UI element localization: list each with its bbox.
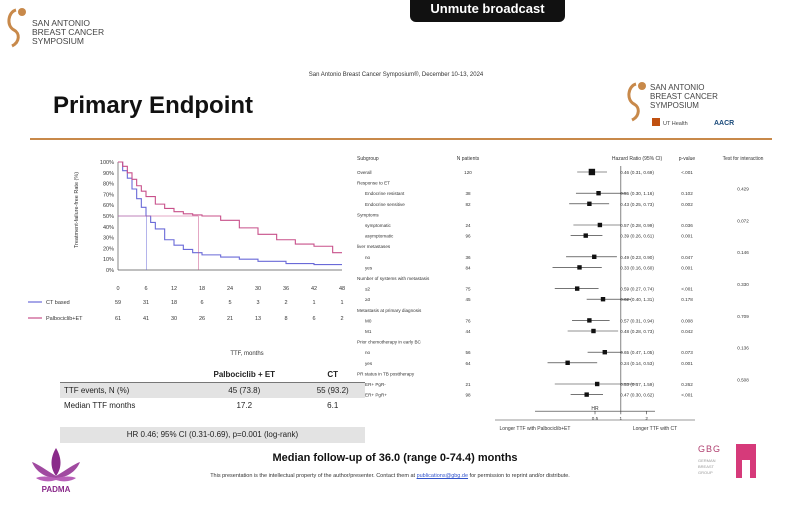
footnote-text: This presentation is the intellectual property of the author/presenter. Contact them at (210, 473, 417, 479)
forest-row-p: <.001 (681, 392, 693, 398)
forest-row-n: 64 (465, 360, 471, 366)
forest-row-n: 96 (465, 233, 471, 239)
forest-row-label: ER+ PgR- (365, 382, 386, 387)
presentation-slide (20, 70, 772, 500)
km-x-tick-label: 18 (198, 286, 206, 292)
risk-count: 26 (198, 316, 206, 322)
forest-row-label: PR status in TB posttherapy (357, 371, 415, 377)
forest-row-label: M1 (365, 329, 372, 334)
forest-point-estimate (598, 223, 602, 227)
km-curve-palbociclib-et (118, 162, 342, 253)
ttf-header-palbo: Palbociclib + ET (188, 367, 300, 383)
forest-row-label: yes (365, 360, 373, 366)
forest-row-hr: 0.39 (0.26, 0.61) (620, 233, 654, 239)
forest-row-p: <.001 (681, 286, 693, 292)
forest-point-estimate (575, 286, 579, 290)
forest-row-label: Response to ET (357, 180, 390, 186)
forest-row-label: ≤2 (365, 286, 371, 292)
km-y-tick-label: 30% (102, 235, 114, 242)
forest-row-n: 36 (465, 254, 471, 260)
forest-row-hr: 0.47 (0.30, 0.62) (620, 392, 654, 398)
forest-point-estimate (584, 233, 588, 237)
forest-row-p: 0.001 (681, 265, 693, 271)
forest-row-hr: 0.55 (0.30, 1.16) (620, 191, 654, 197)
forest-row-p: 0.008 (681, 318, 693, 324)
km-risk-table (28, 300, 344, 322)
km-curve-ct-based (118, 162, 342, 265)
forest-row-interaction: 0.429 (737, 186, 749, 192)
forest-row-p: 0.001 (681, 360, 693, 366)
risk-count: 1 (340, 300, 344, 306)
risk-count: 6 (200, 300, 204, 306)
forest-row-hr: 0.65 (0.47, 1.05) (620, 350, 654, 356)
forest-row-label: Number of systems with metastasis (357, 276, 430, 281)
km-x-tick-label: 36 (282, 286, 290, 292)
slide-logo-line2: BREAST CANCER (650, 92, 718, 101)
forest-row-p: 0.178 (681, 297, 693, 303)
forest-row-hr: 0.49 (0.23, 0.90) (620, 254, 654, 260)
forest-point-estimate (587, 202, 591, 206)
forest-point-estimate (577, 265, 581, 269)
forest-row-p: 0.262 (681, 382, 693, 387)
forest-tick-label: 0.5 (591, 416, 599, 422)
table-row (60, 398, 365, 413)
logo-line2: BREAST CANCER (32, 27, 105, 37)
km-y-tick-label: 100% (99, 160, 114, 166)
title-divider (30, 138, 772, 140)
risk-count: 1 (312, 300, 316, 306)
gbg-sub1: GERMAN (698, 458, 716, 463)
forest-row-n: 82 (465, 201, 471, 207)
km-x-ticks (116, 286, 345, 292)
forest-point-estimate (589, 169, 595, 175)
risk-count: 13 (254, 316, 262, 322)
median-ttf-label: Median TTF months (64, 401, 136, 410)
risk-row-label: CT based (46, 300, 70, 306)
forest-row-n: 45 (465, 297, 471, 303)
forest-row-n: 38 (465, 191, 471, 197)
forest-row-p: 0.002 (681, 201, 693, 207)
slide-title: Primary Endpoint (53, 92, 254, 119)
forest-row-label: Metastasis at primary diagnosis (357, 307, 422, 313)
ttf-events-ct: 55 (93.2) (300, 383, 365, 399)
forest-row-label: no (365, 254, 371, 260)
km-curves (118, 162, 342, 270)
forest-row-hr: 0.24 (0.14, 0.53) (620, 360, 654, 366)
km-y-tick-label: 40% (102, 224, 114, 231)
forest-point-estimate (603, 350, 607, 354)
favors-ct-label: Longer TTF with CT (632, 426, 678, 432)
forest-row-interaction: 0.072 (737, 218, 749, 224)
gbg-sub2: BREAST (698, 464, 715, 469)
median-followup-text: Median follow-up of 36.0 (range 0-74.4) months (272, 452, 518, 464)
km-x-tick-label: 6 (144, 286, 148, 292)
forest-row-hr: 0.59 (0.27, 0.74) (620, 286, 654, 292)
forest-row-hr: 0.43 (0.25, 0.73) (620, 201, 654, 207)
risk-count: 2 (284, 300, 288, 306)
forest-row-hr: 0.46 (0.31, 0.69) (620, 170, 654, 175)
forest-point-estimate (592, 255, 596, 259)
forest-row-label: asymptomatic (365, 233, 394, 239)
ttf-events-label: TTF events, N (%) (60, 383, 188, 399)
km-y-tick-label: 60% (102, 203, 114, 210)
km-x-tick-label: 0 (116, 286, 120, 292)
forest-row-p: 0.102 (681, 191, 693, 197)
forest-header-interaction: Test for interaction (722, 156, 764, 162)
forest-row-p: 0.042 (681, 329, 693, 334)
forest-row-n: 76 (465, 318, 471, 324)
forest-row-n: 120 (464, 170, 472, 175)
forest-point-estimate (596, 191, 600, 195)
sabcs-logo (2, 0, 112, 60)
km-y-ticks (100, 160, 114, 274)
risk-count: 30 (170, 316, 178, 322)
favors-palbociclib-label: Longer TTF with Palbociclib+ET (499, 426, 571, 432)
forest-row-n: 44 (465, 329, 471, 334)
publications-email-link[interactable]: publications@gbg.de (416, 473, 469, 479)
forest-row-interaction: 0.330 (737, 282, 749, 287)
forest-row-p: 0.073 (681, 350, 693, 356)
forest-row-n: 21 (465, 382, 471, 387)
forest-rows (357, 169, 749, 398)
km-x-tick-label: 48 (338, 286, 346, 292)
ttf-header-blank (60, 367, 188, 383)
gbg-logo (696, 440, 766, 485)
forest-row-hr: 0.33 (0.16, 0.60) (620, 265, 654, 271)
km-y-tick-label: 10% (102, 257, 114, 264)
forest-row-label: Endocrine resistant (365, 191, 405, 197)
forest-row-label: Overall (357, 170, 372, 175)
forest-row-n: 98 (465, 392, 471, 398)
slide-sabcs-logo (622, 76, 742, 138)
logo-line1: SAN ANTONIO (32, 18, 90, 28)
forest-row-hr: 0.62 (0.40, 1.31) (620, 297, 654, 303)
table-row (60, 383, 365, 399)
forest-row-label: yes (365, 265, 373, 271)
forest-row-interaction: 0.146 (737, 250, 749, 256)
forest-row-hr: 0.48 (0.28, 0.73) (620, 329, 654, 334)
forest-header-p: p-value (678, 156, 696, 162)
forest-point-estimate (595, 382, 599, 386)
risk-count: 2 (340, 316, 344, 322)
median-ttf-ct: 6.1 (327, 401, 339, 410)
forest-row-p: 0.047 (681, 254, 693, 260)
km-y-tick-label: 90% (102, 170, 114, 177)
km-x-tick-label: 24 (226, 286, 234, 292)
ttf-header-ct: CT (300, 367, 365, 383)
forest-plot (355, 152, 772, 442)
km-y-tick-label: 70% (102, 192, 114, 199)
padma-label: PADMA (41, 485, 71, 494)
forest-point-estimate (601, 297, 605, 301)
forest-row-label: liver metastases (357, 244, 391, 250)
forest-tick-label: 2 (645, 416, 648, 422)
forest-row-label: ER+ PgR+ (365, 392, 387, 398)
footnote-tail: for permission to reprint and/or distribute. (468, 473, 570, 479)
forest-row-hr: 0.53 (0.17, 1.59) (620, 382, 654, 387)
ttf-events-palbo: 45 (73.8) (188, 383, 300, 399)
risk-count: 3 (256, 300, 260, 306)
risk-count: 8 (284, 316, 288, 322)
forest-row-label: Symptoms (357, 212, 379, 218)
forest-row-interaction: 0.136 (737, 345, 749, 351)
ut-health-label: UT Health (663, 121, 688, 127)
km-x-axis-label: TTF, months (230, 351, 264, 357)
km-y-tick-label: 50% (102, 214, 114, 220)
forest-row-label: Endocrine sensitive (365, 201, 405, 207)
forest-row-n: 24 (465, 223, 471, 228)
forest-header-subgroup: Subgroup (357, 156, 379, 162)
forest-point-estimate (584, 392, 588, 396)
gbg-sub3: GROUP (698, 470, 713, 475)
km-x-tick-label: 42 (310, 286, 318, 292)
padma-logo (26, 440, 86, 500)
km-y-tick-label: 80% (102, 181, 114, 188)
forest-header-hr: Hazard Ratio (95% CI) (611, 156, 663, 162)
risk-count: 31 (142, 300, 150, 306)
unmute-broadcast-button[interactable]: Unmute broadcast (410, 0, 565, 22)
km-plot (20, 152, 365, 360)
gbg-label: GBG (698, 444, 722, 454)
slide-logo-line1: SAN ANTONIO (650, 83, 705, 92)
km-y-tick-label: 0% (106, 268, 114, 274)
risk-count: 18 (170, 300, 178, 306)
forest-row-n: 56 (465, 350, 471, 356)
km-y-tick-label: 20% (102, 246, 114, 253)
km-x-tick-label: 30 (254, 286, 262, 292)
forest-row-label: no (365, 350, 371, 356)
forest-row-p: <.001 (681, 170, 693, 175)
risk-count: 5 (228, 300, 232, 306)
km-x-tick-label: 12 (170, 286, 178, 292)
risk-count: 6 (312, 316, 316, 322)
median-ttf-palbo: 17.2 (236, 401, 253, 410)
forest-row-n: 84 (465, 265, 471, 271)
forest-row-n: 75 (465, 286, 471, 292)
copyright-footnote (100, 473, 680, 479)
forest-axis-label: HR (591, 406, 599, 412)
forest-row-interaction: 0.709 (737, 313, 749, 319)
risk-row-label: Palbociclib+ET (46, 316, 83, 322)
forest-point-estimate (565, 361, 569, 365)
forest-point-estimate (591, 329, 595, 333)
forest-row-interaction: 0.508 (737, 377, 749, 383)
aacr-label: AACR (714, 120, 735, 127)
risk-count: 59 (114, 300, 122, 306)
logo-line3: SYMPOSIUM (32, 36, 84, 46)
forest-row-label: Prior chemotherapy in early BC (357, 339, 421, 345)
risk-count: 21 (226, 316, 234, 322)
forest-row-label: ≥3 (365, 297, 371, 303)
forest-row-p: 0.036 (681, 223, 693, 228)
forest-tick-label: 1 (619, 416, 623, 422)
risk-count: 41 (142, 316, 150, 322)
slide-logo-line3: SYMPOSIUM (650, 101, 699, 110)
hazard-ratio-text: HR 0.46; 95% CI (0.31-0.69), p=0.001 (log-rank) (60, 427, 365, 443)
forest-row-hr: 0.57 (0.31, 0.94) (620, 318, 654, 324)
forest-row-label: symptomatic (365, 223, 391, 228)
forest-row-p: 0.001 (681, 233, 693, 239)
forest-row-hr: 0.57 (0.28, 0.99) (620, 223, 654, 228)
forest-header-n: N patients (456, 156, 480, 162)
forest-row-label: M0 (365, 318, 372, 324)
conference-line: San Antonio Breast Cancer Symposium®, December 10-13, 2024 (308, 72, 484, 78)
km-y-axis-label: Treatment-failure-free Rate (%) (74, 171, 80, 249)
risk-count: 61 (114, 316, 122, 322)
forest-point-estimate (587, 318, 591, 322)
ttf-summary-table (60, 367, 365, 413)
